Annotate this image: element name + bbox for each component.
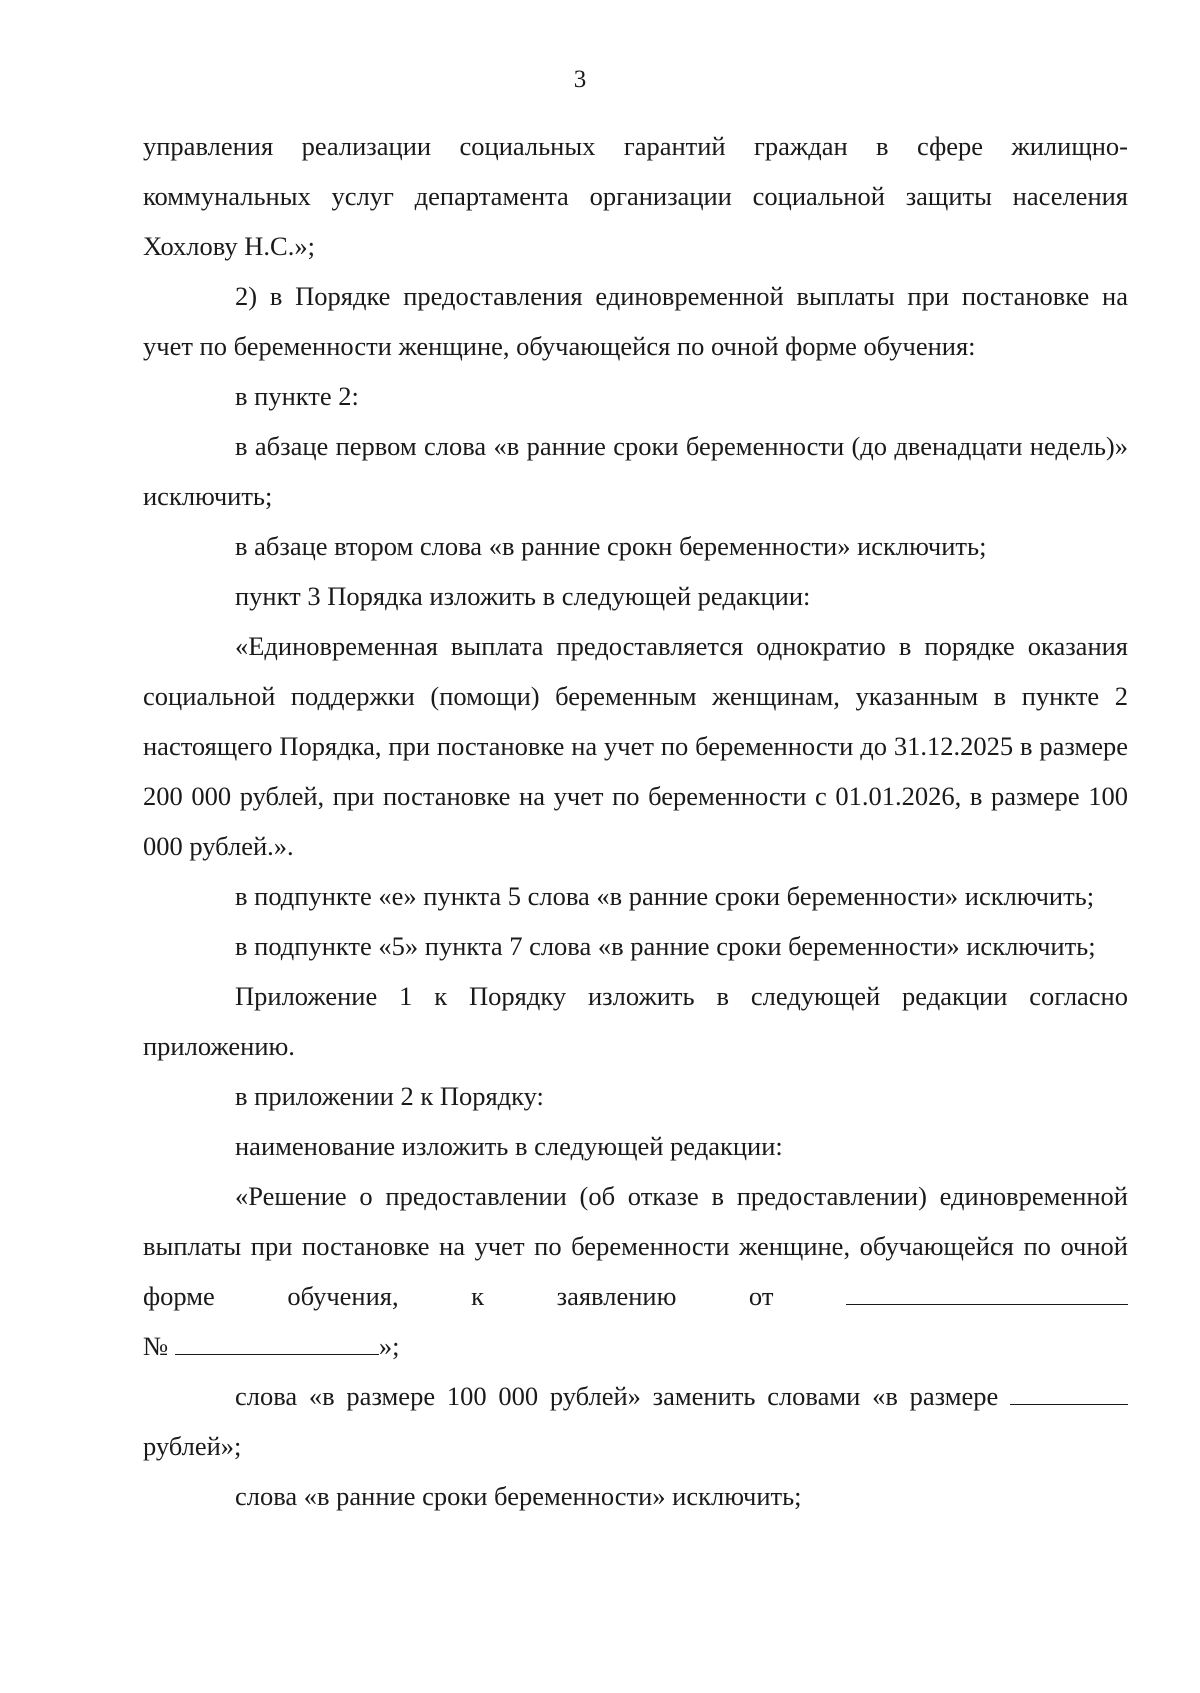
replacement-tail: рублей»; — [143, 1431, 242, 1461]
paragraph-decision-title — [143, 1171, 1128, 1321]
paragraph-continuation: управления реализации социальных гарантий граждан в сфере жилищно-коммунальных услуг департамента организации социальной защиты населения Хохлову Н.С.»; — [143, 131, 1128, 261]
decision-title-text: «Решение о предоставлении (об отказе в предоставлении) единовременной выплаты при постановке на учет по беременности женщине, обучающейся по очной форме обучения, к заявлению от — [143, 1181, 1128, 1311]
paragraph-decision-number — [143, 1321, 1128, 1371]
paragraph-appendix-1: Приложение 1 к Порядку изложить в следующей редакции согласно приложению. — [143, 981, 1128, 1061]
paragraph-subpoint-5: в подпункте «5» пункта 7 слова «в ранние сроки беременности» исключить; — [235, 931, 1096, 961]
number-blank-line — [175, 1326, 379, 1355]
sum-blank-line — [1010, 1376, 1128, 1405]
replacement-text: слова «в размере 100 000 рублей» заменить словами «в размере — [235, 1381, 999, 1411]
paragraph-first-abzac: в абзаце первом слова «в ранние сроки беременности (до двенадцати недель)» исключить; — [143, 431, 1128, 511]
paragraph-quoted-point-3: «Единовременная выплата предоставляется однократио в порядке оказания социальной поддержки (помощи) беременным женщинам, указанным в пункте 2 настоящего Порядка, при постановке на учет по беременности до 31.12.2025 в размере 200 000 рублей, при постановке на учет по беременности с 01.01.2026, в размере 100 000 рублей.». — [143, 631, 1128, 861]
closing-quote: »; — [378, 1331, 400, 1361]
date-blank-line — [846, 1276, 1128, 1305]
number-sign: № — [143, 1331, 169, 1361]
page-number: 3 — [573, 66, 587, 93]
paragraph-naming: наименование изложить в следующей редакции: — [235, 1131, 783, 1161]
paragraph-subpoint-e: в подпункте «е» пункта 5 слова «в ранние сроки беременности» исключить; — [235, 881, 1095, 911]
document-body — [143, 121, 1128, 1521]
paragraph-final: слова «в ранние сроки беременности» исключить; — [235, 1481, 802, 1511]
paragraph-appendix-2: в приложении 2 к Порядку: — [235, 1081, 544, 1111]
paragraph-point-3: пункт 3 Порядка изложить в следующей редакции: — [235, 581, 811, 611]
paragraph-second-abzac: в абзаце втором слова «в ранние срокн беременности» исключить; — [235, 531, 987, 561]
paragraph-point-2: в пункте 2: — [235, 381, 359, 411]
paragraph-replacement — [143, 1371, 1128, 1471]
paragraph-item-2: 2) в Порядке предоставления единовременной выплаты при постановке на учет по беременности женщине, обучающейся по очной форме обучения: — [143, 281, 1128, 361]
